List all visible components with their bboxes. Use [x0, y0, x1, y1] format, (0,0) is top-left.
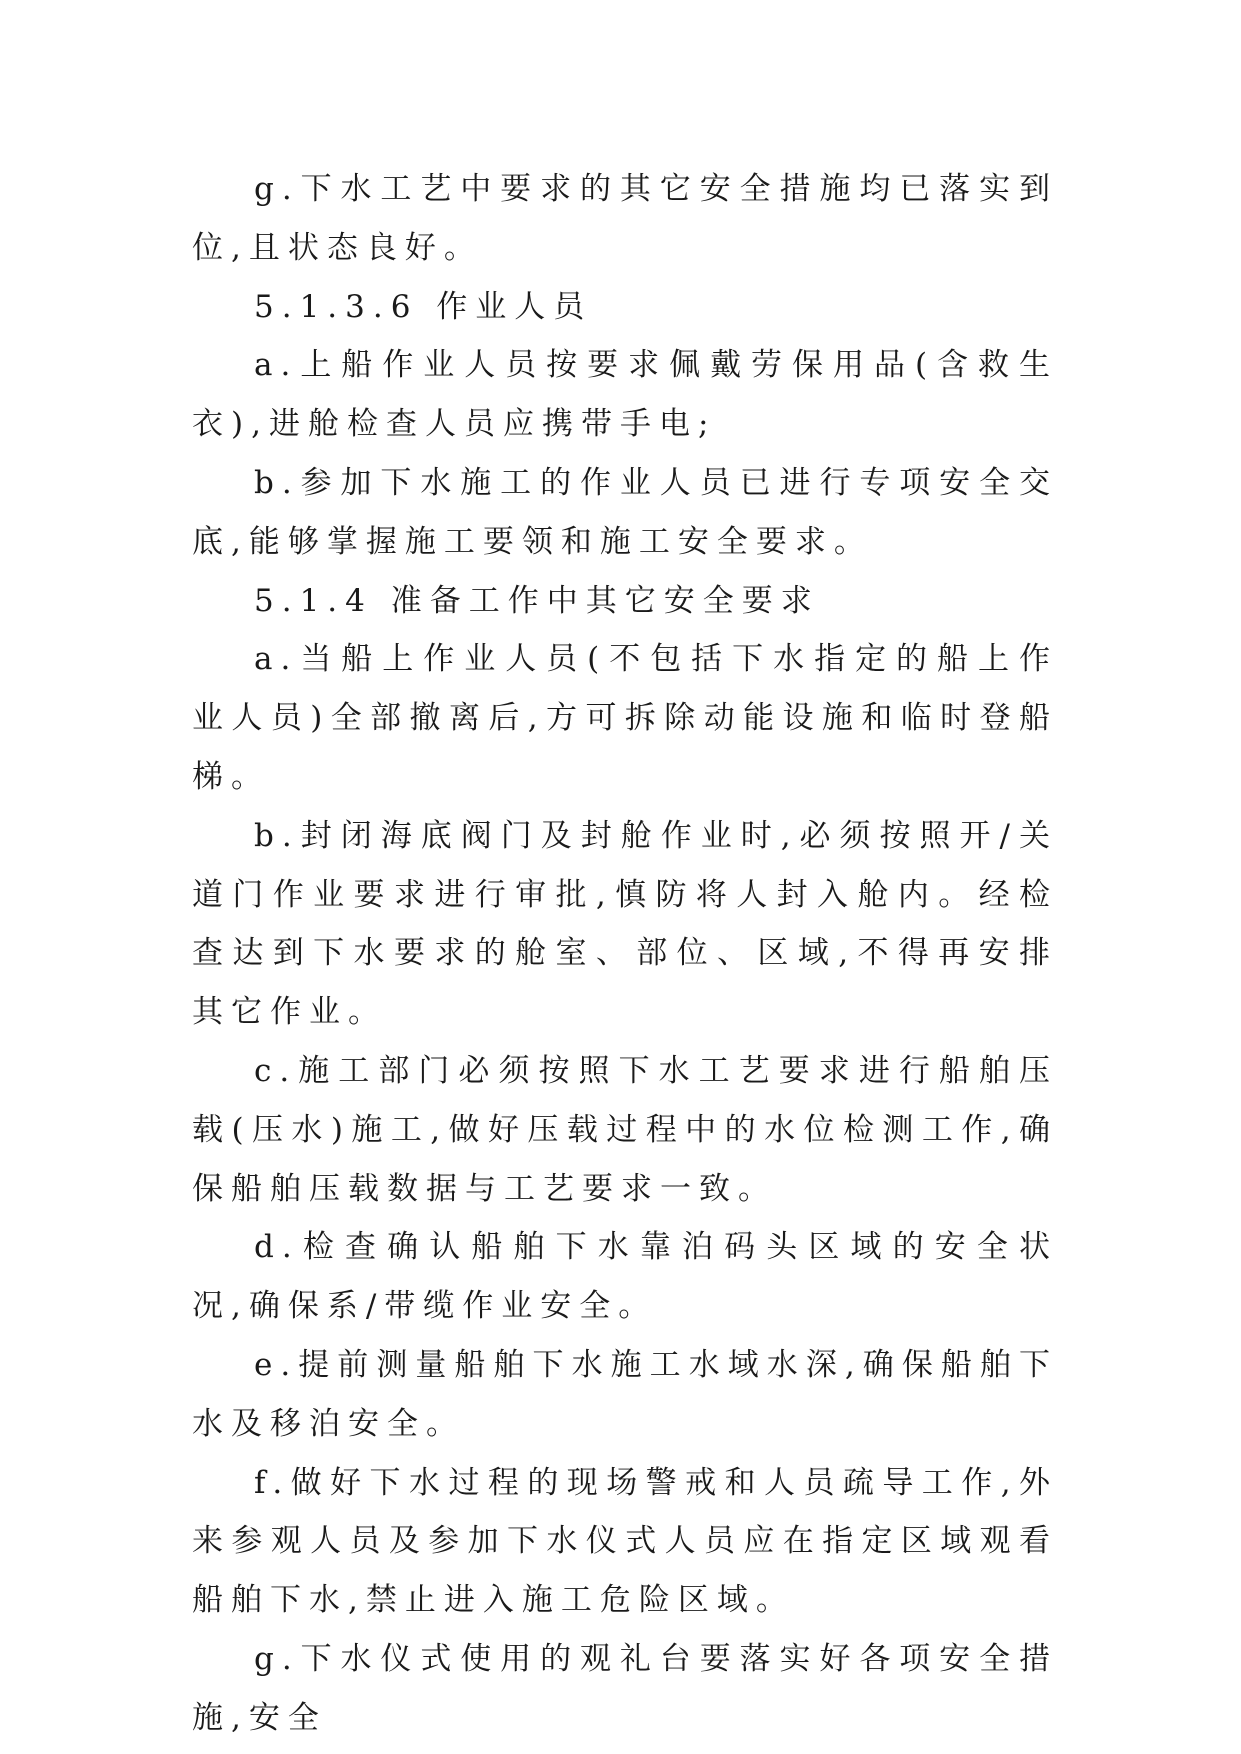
paragraph-b-sea-valves: b.封闭海底阀门及封舱作业时,必须按照开/关道门作业要求进行审批,慎防将人封入舱内。经检查达到下水要求的舱室、部位、区域,不得再安排其它作业。 [192, 817, 1058, 1031]
paragraph-d-berthing: d.检查确认船舶下水靠泊码头区域的安全状况,确保系/带缆作业安全。 [192, 1229, 1058, 1325]
paragraph-g-viewing-stand: g.下水仪式使用的观礼台要落实好各项安全措施,安全 [192, 1640, 1058, 1736]
paragraph-g-safety-measures: g.下水工艺中要求的其它安全措施均已落实到位,且状态良好。 [192, 171, 1058, 266]
paragraph-a-evacuation: a.当船上作业人员(不包括下水指定的船上作业人员)全部撤离后,方可拆除动能设施和临时登船梯。 [192, 641, 1058, 795]
heading-5-1-3-6: 5.1.3.6 作业人员 [254, 288, 593, 325]
paragraph-f-cordon: f.做好下水过程的现场警戒和人员疏导工作,外来参观人员及参加下水仪式人员应在指定区域观看船舶下水,禁止进入施工危险区域。 [192, 1464, 1058, 1619]
paragraph-e-water-depth: e.提前测量船舶下水施工水域水深,确保船舶下水及移泊安全。 [192, 1346, 1058, 1442]
heading-5-1-4: 5.1.4 准备工作中其它安全要求 [254, 582, 820, 619]
paragraph-c-ballast: c.施工部门必须按照下水工艺要求进行船舶压载(压水)施工,做好压载过程中的水位检测工作,确保船舶压载数据与工艺要求一致。 [192, 1052, 1058, 1207]
document-page [192, 160, 1058, 1748]
paragraph-a-ppe: a.上船作业人员按要求佩戴劳保用品(含救生衣),进舱检查人员应携带手电; [192, 347, 1058, 443]
paragraph-b-safety-briefing: b.参加下水施工的作业人员已进行专项安全交底,能够掌握施工要领和施工安全要求。 [192, 464, 1058, 560]
